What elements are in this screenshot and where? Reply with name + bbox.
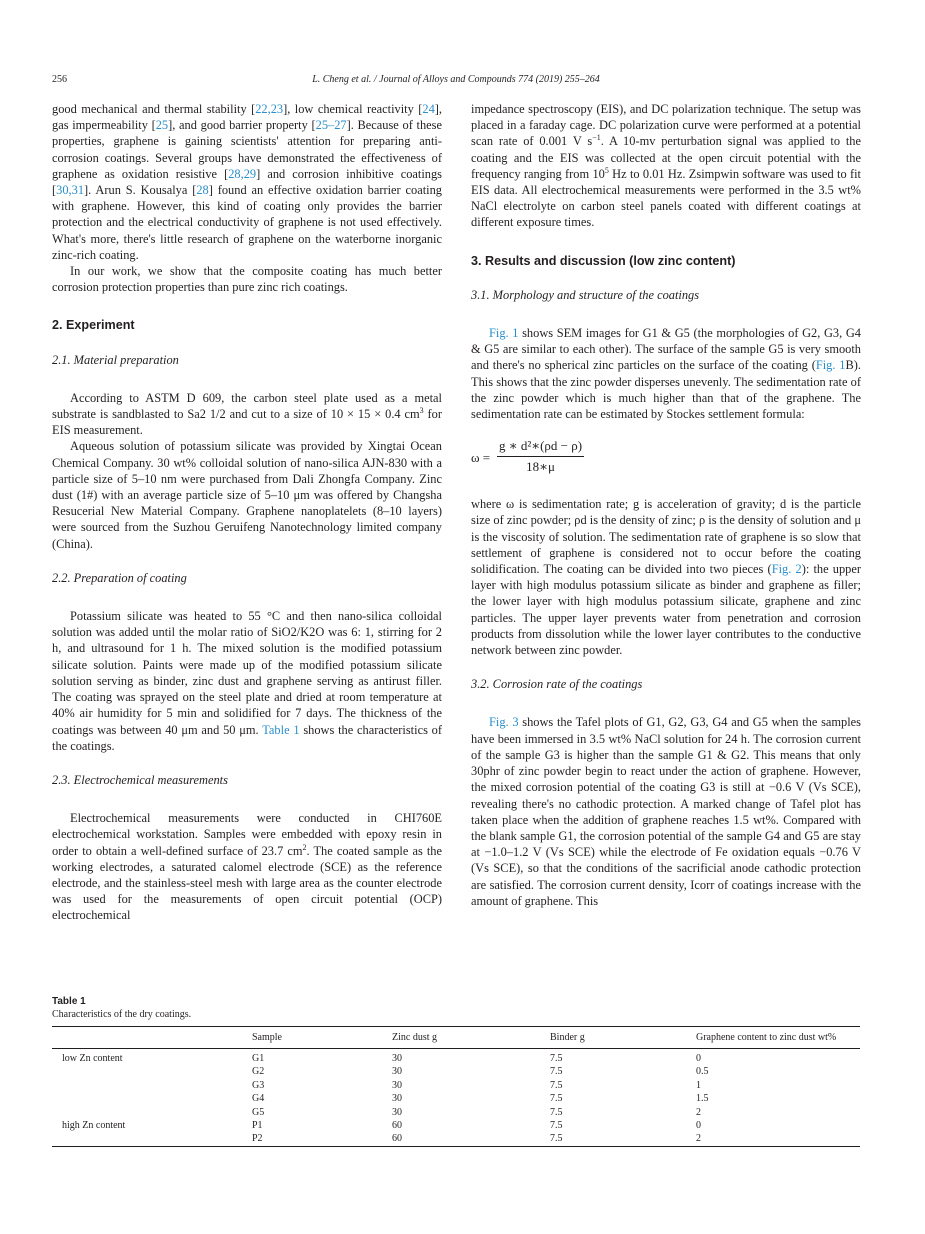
- corrosion-paragraph: Fig. 3 shows the Tafel plots of G1, G2, G3, G4 and G5 when the samples have been immersed in 3.5 wt% NaCl solution for 24 h. The corrosion current of the sample G3 is higher than the sample G1 & G2. This means that only 30phr of zinc powder begin to react under the action of graphene. However, the mixed corrosion potential of the coating G3 is still at −0.6 V (Vs SCE), revealing there's no cathodic protection. A marked change of Tafel plot has taken place when the addition of graphene reaches 1.5 wt%. Compared with the blank sample G1, the corrosion potential of the sample G4 and G5 are stay at −1.0–1.2 V (Vs SCE) while the electrode of Fe oxidation equals −0.76 V (Vs SCE), so that the conditions of the sacrificial anode cathodic protection are satisfied. The corrosion current density, Icorr of coatings increase with the amount of graphene. This: [471, 715, 862, 908]
- table-cell: P2: [252, 1133, 263, 1145]
- subsection-heading-electrochemical: 2.3. Electrochemical measurements: [52, 772, 228, 787]
- intro-paragraph-2: In our work, we show that the composite coating has much better corrosion protection properties than pure zinc rich coatings.: [52, 264, 442, 295]
- table-cell: 1.5: [696, 1093, 709, 1105]
- table-cell: [52, 1132, 252, 1146]
- figure-link[interactable]: Fig. 2: [771, 562, 802, 577]
- subsection-heading-coating: 2.2. Preparation of coating: [52, 570, 187, 585]
- material-paragraph-2: Aqueous solution of potassium silicate was provided by Xingtai Ocean Chemical Company. 30 wt% colloidal solution of nano-silica AJN-830 with a particle size of 5–10 nm were purchased from Dali Zhongfa Company. Zinc dust (1#) with an average particle size of 5–10 μm was offered by Changsha Resucerial New Material Company. Graphene nanoplatelets (8–10 layers) were sourced from the Suzhou Geruifeng Nanotechnology limited company (China).: [52, 439, 442, 551]
- table-row: [52, 1106, 860, 1119]
- table-row: [52, 1079, 860, 1092]
- citation-link[interactable]: 28: [196, 183, 209, 198]
- table-row: [52, 1132, 860, 1146]
- equation-lhs: ω =: [471, 450, 491, 466]
- table-cell: 7.5: [550, 1066, 563, 1078]
- table-cell: [52, 1079, 252, 1092]
- table-cell: 30: [392, 1093, 402, 1105]
- table-cell: 60: [392, 1133, 402, 1145]
- table-cell: [52, 1106, 252, 1119]
- section-heading-results: 3. Results and discussion (low zinc content): [471, 253, 736, 268]
- table-header-cell: Binder g: [550, 1032, 585, 1043]
- table-cell: 30: [392, 1106, 402, 1118]
- table-cell: 2: [696, 1133, 701, 1145]
- electrochemical-paragraph: Electrochemical measurements were conducted in CHI760E electrochemical workstation. Samples were embedded with epoxy resin in order to obtain a well-defined surface of 23.7 $cm^2$. The coated sample as the working electrodes, a saturated calomel electrode (SCE) as the reference electrode, and the stainless-steel mesh with large area as the counter electrode was used for the measurements of open circuit potential (OCP) electrochemical: [52, 811, 442, 923]
- table-row: [52, 1065, 860, 1078]
- citation-link[interactable]: 25: [155, 118, 169, 133]
- equation-numerator: g ∗ d²∗(ρd − ρ): [497, 438, 584, 457]
- table-header-cell: Graphene content to zinc dust wt%: [696, 1032, 837, 1043]
- running-header: L. Cheng et al. / Journal of Alloys and Compounds 774 (2019) 255–264: [312, 74, 600, 85]
- citation-link[interactable]: 25–27: [315, 118, 347, 133]
- section-heading-experiment: 2. Experiment: [52, 318, 135, 333]
- subsection-heading-morphology: 3.1. Morphology and structure of the coatings: [471, 287, 700, 302]
- table-cell: 60: [392, 1120, 402, 1132]
- table-row: [52, 1092, 860, 1105]
- citation-link[interactable]: 24: [422, 102, 435, 116]
- table-1: [52, 996, 860, 1147]
- table-cell: P1: [252, 1120, 263, 1132]
- intro-paragraph-1: good mechanical and thermal stability [22,23], low chemical reactivity [24], gas impermeability [25], and good barrier property [25–27]. Because of these properties, graphene is gaining scientists' attention for preparing anti-corrosion coatings. Several groups have demonstrated the effectiveness of graphene as oxidation resistive [28,29] and corrosion inhibitive coatings [30,31]. Arun S. Kousalya [28] found an effective oxidation barrier coating with graphene. However, this kind of coating only provides the barrier protection and the electrical conductivity of graphene is not used effectively. What's more, there's little research of graphene on the waterborne inorganic zinc-rich coating.: [52, 102, 442, 262]
- sedimentation-paragraph: where ω is sedimentation rate; g is acceleration of gravity; d is the particle size of zinc powder; ρd is the density of zinc; ρ is the density of solution and μ is the viscosity of solution. The sedimentation rate of graphene is so slow that settlement of graphene is considered not to occur before the coating solidification. The coating can be divided into two pieces (Fig. 2): the upper layer with high modulus potassium silicate as binder and graphene as filler; the lower layer with high modulus potassium silicate, graphene and zinc particles. The upper layer prevents water from penetration and corrosion products from dissolution while the lower layer contributes to the conductive network between zinc powder.: [471, 497, 861, 658]
- left-column: [52, 101, 442, 924]
- table-cell: 0: [696, 1120, 701, 1132]
- table-cell: 7.5: [550, 1133, 563, 1145]
- figure-link[interactable]: Fig. 1: [489, 326, 519, 341]
- table-cell: 30: [392, 1066, 402, 1078]
- table-row: [52, 1049, 860, 1066]
- citation-link[interactable]: 30,31: [56, 183, 85, 198]
- table-cell: 0: [696, 1053, 701, 1064]
- table-cell: 7.5: [550, 1120, 563, 1132]
- page-number: 256: [52, 74, 67, 85]
- table-cell: G4: [252, 1093, 265, 1105]
- table-caption: Characteristics of the dry coatings.: [52, 1009, 192, 1020]
- morphology-paragraph: Fig. 1 shows SEM images for G1 & G5 (the morphologies of G2, G3, G4 & G5 are similar to each other). The surface of the sample G5 is very smooth and there's no spherical zinc particles on the surface of the coating (Fig. 1B). This shows that the zinc powder disperses unevenly. The sedimentation rate of the zinc powder which is much higher than that of the graphene. The sedimentation rate can be estimated by Stockes settlement formula:: [471, 326, 862, 422]
- table-title: Table 1: [52, 996, 86, 1007]
- characteristics-table: [52, 1026, 860, 1147]
- table-cell: [52, 1065, 252, 1078]
- table-cell: 7.5: [550, 1093, 563, 1105]
- table-header-cell: Sample: [252, 1032, 282, 1043]
- table-cell: 7.5: [550, 1106, 563, 1118]
- table-cell: G3: [252, 1079, 265, 1091]
- equation-fraction: [497, 438, 584, 475]
- stokes-equation: [471, 438, 861, 478]
- table-header-row: [52, 1027, 860, 1049]
- table-cell: 0.5: [696, 1066, 709, 1078]
- table-cell: 1: [696, 1079, 701, 1091]
- electrochemical-continued: impedance spectroscopy (EIS), and DC polarization technique. The setup was placed in a faraday cage. DC polarization curve were performed at a potential scan rate of 0.001 V $s^{-1}$. A 10-mv perturbation signal was applied to the coating and the EIS was collected at the open circuit potential with the frequency ranging from $10^5$ Hz to 0.01 Hz. Zsimpwin software was used to fit EIS data. All electrochemical measurements were performed in the 3.5 wt% NaCl electrolyte on carbon steel panels coated with different coatings at different exposure times.: [471, 102, 861, 230]
- citation-link[interactable]: 22,23: [255, 102, 284, 116]
- table-header-cell: [52, 1027, 252, 1049]
- equation-denominator: 18∗μ: [526, 459, 555, 475]
- table-cell: low Zn content: [62, 1053, 123, 1064]
- subsection-heading-corrosion-rate: 3.2. Corrosion rate of the coatings: [471, 677, 643, 692]
- table-cell: 7.5: [550, 1079, 563, 1091]
- subsection-heading-material: 2.1. Material preparation: [52, 352, 179, 367]
- figure-link[interactable]: Fig. 1: [815, 358, 846, 373]
- table-header-cell: Zinc dust g: [392, 1032, 437, 1043]
- table-cell: 30: [392, 1079, 402, 1091]
- figure-link[interactable]: Fig. 3: [489, 715, 519, 730]
- table-cell: 2: [696, 1106, 701, 1118]
- material-paragraph-1: According to ASTM D 609, the carbon steel plate used as a metal substrate is sandblasted to Sa2 1/2 and cut to a size of 10 × 15 × 0.4 $cm^3$ for EIS measurement.: [52, 390, 443, 438]
- table-cell: G5: [252, 1106, 265, 1118]
- right-column: [471, 101, 861, 909]
- table-cell: 30: [392, 1053, 402, 1064]
- table-cell: G1: [252, 1053, 265, 1064]
- table-cell: high Zn content: [62, 1120, 126, 1132]
- table-cell: [52, 1092, 252, 1105]
- citation-link[interactable]: 28,29: [228, 166, 257, 181]
- table-link[interactable]: Table 1: [262, 722, 300, 737]
- table-row: [52, 1119, 860, 1132]
- table-cell: 7.5: [550, 1053, 563, 1064]
- table-cell: G2: [252, 1066, 265, 1078]
- coating-paragraph: Potassium silicate was heated to 55 °C and then nano-silica colloidal solution was added until the molar ratio of SiO2/K2O was 6: 1, stirring for 2 h, and ultrasound for 1 h. The mixed solution is the modified potassium silicate solution. Paints were made up of the modified potassium silicate solution serving as binder, zinc dust and graphene serving as antirust filler. The coating was sprayed on the steel plate and dried at room temperature at 40% air humidity for 5 min and solidified for 7 days. The thickness of the coatings was between 40 μm and 50 μm. Table 1 shows the characteristics of the coatings.: [52, 609, 442, 753]
